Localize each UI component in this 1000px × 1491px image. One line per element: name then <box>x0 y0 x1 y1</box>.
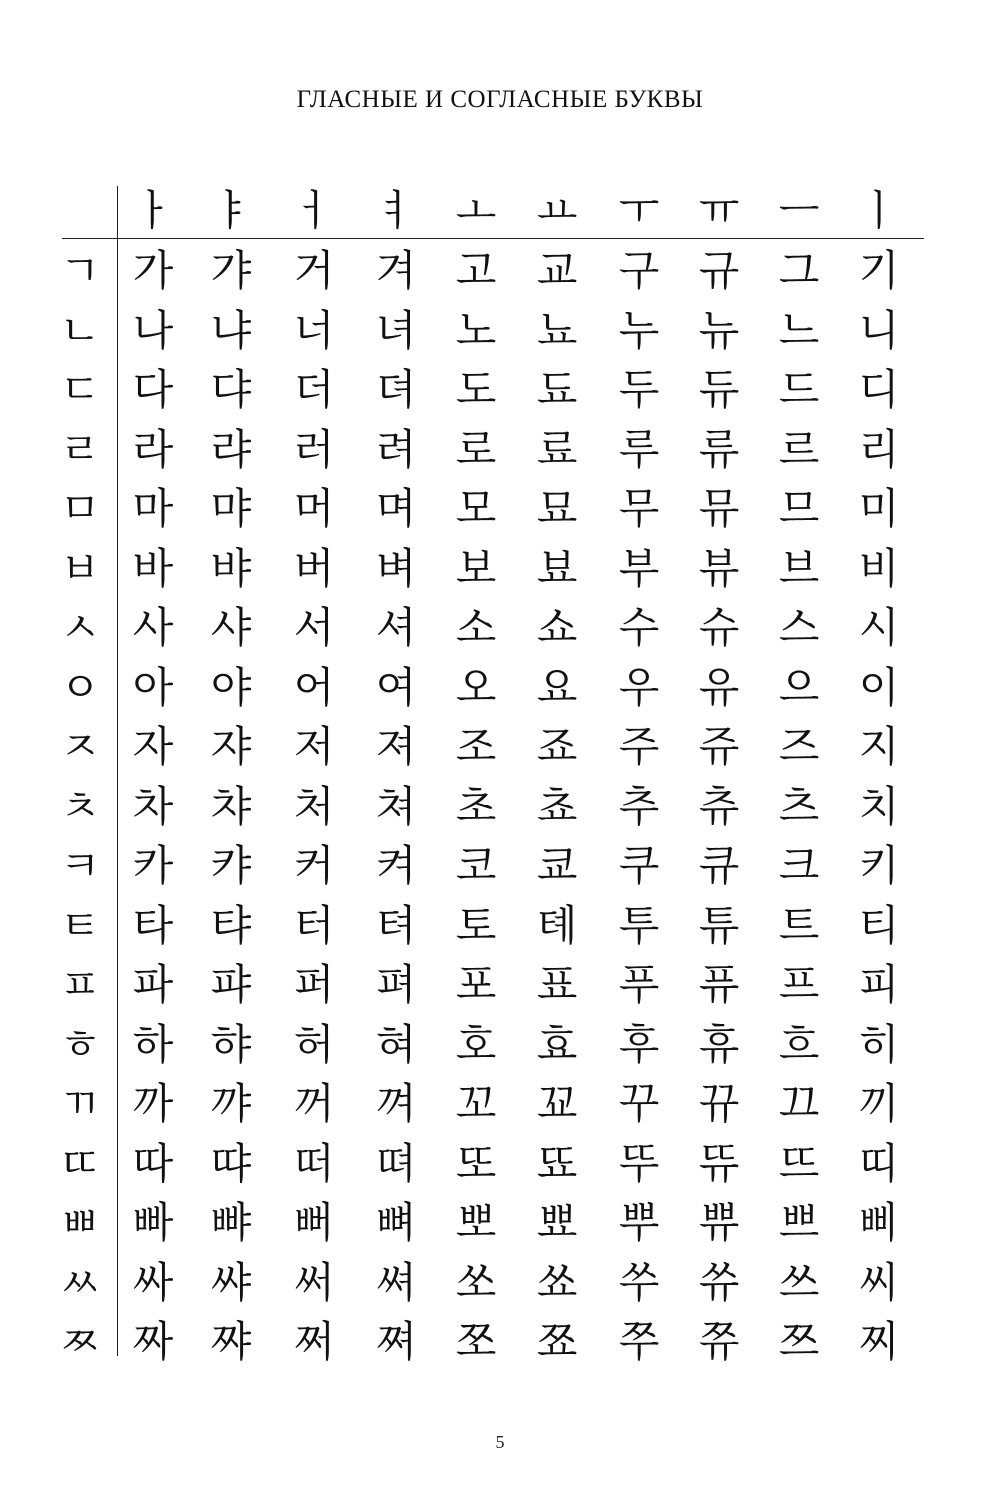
vowel-header: ㅑ <box>210 186 252 235</box>
page-title: ГЛАСНЫЕ И СОГЛАСНЫЕ БУКВЫ <box>296 86 704 113</box>
syllable-cell: 허 <box>293 1020 335 1069</box>
syllable-cell: 됴 <box>536 365 578 414</box>
syllable-cell: 싸 <box>132 1258 174 1307</box>
syllable-cell: 푸 <box>618 960 660 1009</box>
syllable-cell: 무 <box>618 484 660 533</box>
consonant-label: ㅆ <box>59 1258 101 1307</box>
syllable-cell: 루 <box>618 425 660 474</box>
syllable-cell: 또 <box>455 1139 497 1188</box>
syllable-cell: 으 <box>778 663 820 712</box>
syllable-cell: 로 <box>455 425 497 474</box>
syllable-cell: 뿌 <box>618 1198 660 1247</box>
syllable-cell: 요 <box>536 663 578 712</box>
syllable-cell: 므 <box>778 484 820 533</box>
syllable-cell: 뷰 <box>698 544 740 593</box>
syllable-cell: 떠 <box>293 1139 335 1188</box>
syllable-cell: 주 <box>618 722 660 771</box>
syllable-cell: 듀 <box>698 365 740 414</box>
syllable-cell: 쯔 <box>778 1317 820 1366</box>
syllable-cell: 키 <box>858 841 900 890</box>
syllable-cell: 브 <box>778 544 820 593</box>
syllable-cell: 쿄 <box>536 841 578 890</box>
syllable-cell: 뽀 <box>455 1198 497 1247</box>
syllable-cell: 크 <box>778 841 820 890</box>
syllable-cell: 녀 <box>375 306 417 355</box>
consonant-label: ㅈ <box>59 722 101 771</box>
syllable-cell: 쬬 <box>536 1317 578 1366</box>
vowel-header: ㅓ <box>293 186 335 235</box>
vowel-header: ㅡ <box>778 186 820 235</box>
syllable-cell: 쨔 <box>210 1317 252 1366</box>
syllable-cell: 쎠 <box>375 1258 417 1307</box>
syllable-cell: 마 <box>132 484 174 533</box>
syllable-cell: 히 <box>858 1020 900 1069</box>
syllable-cell: 찌 <box>858 1317 900 1366</box>
syllable-cell: 까 <box>132 1079 174 1128</box>
vowel-header: ㅜ <box>618 186 660 235</box>
syllable-cell: 더 <box>293 365 335 414</box>
syllable-cell: 노 <box>455 306 497 355</box>
syllable-cell: 땨 <box>210 1139 252 1188</box>
syllable-cell: 즈 <box>778 722 820 771</box>
syllable-cell: 퍄 <box>210 960 252 1009</box>
syllable-cell: 꺼 <box>293 1079 335 1128</box>
syllable-cell: 여 <box>375 663 417 712</box>
syllable-cell: 추 <box>618 782 660 831</box>
vowel-header: ㅏ <box>132 186 174 235</box>
syllable-cell: 료 <box>536 425 578 474</box>
syllable-cell: 흐 <box>778 1020 820 1069</box>
syllable-cell: 쮸 <box>698 1317 740 1366</box>
syllable-cell: 탸 <box>210 901 252 950</box>
consonant-label: ㅃ <box>59 1198 101 1247</box>
syllable-cell: 투 <box>618 901 660 950</box>
syllable-cell: 트 <box>778 901 820 950</box>
consonant-label: ㄴ <box>59 306 101 355</box>
horizontal-divider <box>62 238 924 239</box>
consonant-label: ㅍ <box>59 960 101 1009</box>
syllable-cell: 쿠 <box>618 841 660 890</box>
syllable-cell: 슈 <box>698 603 740 652</box>
syllable-cell: 텨 <box>375 901 417 950</box>
syllable-cell: 피 <box>858 960 900 1009</box>
consonant-label: ㅇ <box>59 663 101 712</box>
syllable-cell: 디 <box>858 365 900 414</box>
consonant-label: ㅁ <box>59 484 101 533</box>
syllable-cell: 뵤 <box>536 544 578 593</box>
syllable-cell: 쓰 <box>778 1258 820 1307</box>
syllable-cell: 그 <box>778 246 820 295</box>
syllable-cell: 쁘 <box>778 1198 820 1247</box>
syllable-cell: 저 <box>293 722 335 771</box>
syllable-cell: 스 <box>778 603 820 652</box>
syllable-cell: 오 <box>455 663 497 712</box>
consonant-label: ㅉ <box>59 1317 101 1366</box>
syllable-cell: 꼬 <box>455 1079 497 1128</box>
syllable-cell: 댜 <box>210 365 252 414</box>
syllable-cell: 누 <box>618 306 660 355</box>
syllable-cell: 냐 <box>210 306 252 355</box>
syllable-cell: 쑤 <box>618 1258 660 1307</box>
syllable-cell: 토 <box>455 901 497 950</box>
syllable-cell: 드 <box>778 365 820 414</box>
syllable-cell: 쟈 <box>210 722 252 771</box>
syllable-cell: 머 <box>293 484 335 533</box>
syllable-cell: 츄 <box>698 782 740 831</box>
syllable-cell: 버 <box>293 544 335 593</box>
syllable-cell: 치 <box>858 782 900 831</box>
syllable-cell: 샤 <box>210 603 252 652</box>
syllable-cell: 쥬 <box>698 722 740 771</box>
syllable-cell: 차 <box>132 782 174 831</box>
syllable-cell: 티 <box>858 901 900 950</box>
syllable-cell: 러 <box>293 425 335 474</box>
syllable-cell: 뚀 <box>536 1139 578 1188</box>
syllable-cell: 쏘 <box>455 1258 497 1307</box>
syllable-cell: 며 <box>375 484 417 533</box>
syllable-cell: 처 <box>293 782 335 831</box>
syllable-cell: 뻐 <box>293 1198 335 1247</box>
syllable-cell: 수 <box>618 603 660 652</box>
syllable-cell: 갸 <box>210 246 252 295</box>
syllable-cell: 캬 <box>210 841 252 890</box>
syllable-cell: 꾜 <box>536 1079 578 1128</box>
syllable-cell: 퓨 <box>698 960 740 1009</box>
syllable-cell: 겨 <box>375 246 417 295</box>
syllable-cell: 가 <box>132 246 174 295</box>
syllable-cell: 뎌 <box>375 365 417 414</box>
syllable-cell: 비 <box>858 544 900 593</box>
syllable-cell: 파 <box>132 960 174 1009</box>
syllable-cell: 뾰 <box>536 1198 578 1247</box>
syllable-cell: 지 <box>858 722 900 771</box>
vowel-header: ㅣ <box>858 186 900 235</box>
syllable-cell: 거 <box>293 246 335 295</box>
syllable-cell: 리 <box>858 425 900 474</box>
consonant-label: ㅌ <box>59 901 101 950</box>
syllable-cell: 큐 <box>698 841 740 890</box>
syllable-cell: 쇼 <box>536 603 578 652</box>
syllable-cell: 카 <box>132 841 174 890</box>
consonant-label: ㄷ <box>59 365 101 414</box>
syllable-cell: 쪄 <box>375 1317 417 1366</box>
syllable-cell: 혀 <box>375 1020 417 1069</box>
syllable-cell: 고 <box>455 246 497 295</box>
syllable-cell: 부 <box>618 544 660 593</box>
syllable-cell: 타 <box>132 901 174 950</box>
syllable-cell: 꾸 <box>618 1079 660 1128</box>
syllable-cell: 터 <box>293 901 335 950</box>
syllable-cell: 쳐 <box>375 782 417 831</box>
syllable-cell: 아 <box>132 663 174 712</box>
syllable-cell: 포 <box>455 960 497 1009</box>
syllable-cell: 다 <box>132 365 174 414</box>
syllable-cell: 쌰 <box>210 1258 252 1307</box>
vowel-header: ㅛ <box>536 186 578 235</box>
syllable-cell: 자 <box>132 722 174 771</box>
syllable-cell: 류 <box>698 425 740 474</box>
syllable-cell: 호 <box>455 1020 497 1069</box>
syllable-cell: 켜 <box>375 841 417 890</box>
syllable-cell: 뼈 <box>375 1198 417 1247</box>
syllable-cell: 꺄 <box>210 1079 252 1128</box>
syllable-cell: 뗘 <box>375 1139 417 1188</box>
syllable-cell: 끄 <box>778 1079 820 1128</box>
syllable-cell: 교 <box>536 246 578 295</box>
syllable-cell: 벼 <box>375 544 417 593</box>
syllable-cell: 이 <box>858 663 900 712</box>
syllable-cell: 야 <box>210 663 252 712</box>
consonant-label: ㅊ <box>59 782 101 831</box>
syllable-cell: 쭈 <box>618 1317 660 1366</box>
syllable-cell: 뮤 <box>698 484 740 533</box>
syllable-cell: 보 <box>455 544 497 593</box>
syllable-cell: 느 <box>778 306 820 355</box>
syllable-cell: 나 <box>132 306 174 355</box>
syllable-cell: 바 <box>132 544 174 593</box>
syllable-cell: 려 <box>375 425 417 474</box>
consonant-label: ㅅ <box>59 603 101 652</box>
syllable-cell: 효 <box>536 1020 578 1069</box>
syllable-cell: 껴 <box>375 1079 417 1128</box>
syllable-cell: 펴 <box>375 960 417 1009</box>
vowel-header: ㅗ <box>455 186 497 235</box>
consonant-label: ㅋ <box>59 841 101 890</box>
syllable-cell: 두 <box>618 365 660 414</box>
syllable-cell: 조 <box>455 722 497 771</box>
syllable-cell: 튜 <box>698 901 740 950</box>
syllable-cell: 기 <box>858 246 900 295</box>
page-number: 5 <box>495 1432 505 1452</box>
syllable-cell: 코 <box>455 841 497 890</box>
syllable-cell: 소 <box>455 603 497 652</box>
consonant-label: ㅂ <box>59 544 101 593</box>
syllable-cell: 퍼 <box>293 960 335 1009</box>
syllable-cell: 쀼 <box>698 1198 740 1247</box>
syllable-cell: 따 <box>132 1139 174 1188</box>
syllable-cell: 챠 <box>210 782 252 831</box>
syllable-cell: 사 <box>132 603 174 652</box>
syllable-cell: 씨 <box>858 1258 900 1307</box>
syllable-cell: 어 <box>293 663 335 712</box>
syllable-cell: 니 <box>858 306 900 355</box>
syllable-cell: 랴 <box>210 425 252 474</box>
syllable-cell: 햐 <box>210 1020 252 1069</box>
syllable-cell: 구 <box>618 246 660 295</box>
consonant-label: ㅎ <box>59 1020 101 1069</box>
vowel-header: ㅠ <box>698 186 740 235</box>
syllable-cell: 빠 <box>132 1198 174 1247</box>
syllable-cell: 쑈 <box>536 1258 578 1307</box>
consonant-label: ㄲ <box>59 1079 101 1128</box>
syllable-cell: 표 <box>536 960 578 1009</box>
syllable-cell: 초 <box>455 782 497 831</box>
syllable-cell: 쓔 <box>698 1258 740 1307</box>
consonant-label: ㄹ <box>59 425 101 474</box>
syllable-cell: 미 <box>858 484 900 533</box>
syllable-cell: 뺘 <box>210 1198 252 1247</box>
syllable-cell: 삐 <box>858 1198 900 1247</box>
syllable-cell: 츠 <box>778 782 820 831</box>
syllable-cell: 져 <box>375 722 417 771</box>
syllable-cell: 뇨 <box>536 306 578 355</box>
syllable-cell: 짜 <box>132 1317 174 1366</box>
syllable-cell: 시 <box>858 603 900 652</box>
syllable-cell: 써 <box>293 1258 335 1307</box>
syllable-cell: 뉴 <box>698 306 740 355</box>
syllable-cell: 셔 <box>375 603 417 652</box>
syllable-cell: 뀨 <box>698 1079 740 1128</box>
vowel-header: ㅕ <box>375 186 417 235</box>
consonant-label: ㄱ <box>59 246 101 295</box>
syllable-cell: 먀 <box>210 484 252 533</box>
syllable-cell: 톄 <box>536 901 578 950</box>
syllable-cell: 서 <box>293 603 335 652</box>
syllable-cell: 쩌 <box>293 1317 335 1366</box>
consonant-label: ㄸ <box>59 1139 101 1188</box>
syllable-cell: 규 <box>698 246 740 295</box>
syllable-cell: 쵸 <box>536 782 578 831</box>
syllable-cell: 커 <box>293 841 335 890</box>
syllable-cell: 모 <box>455 484 497 533</box>
syllable-cell: 묘 <box>536 484 578 533</box>
syllable-cell: 하 <box>132 1020 174 1069</box>
syllable-cell: 끼 <box>858 1079 900 1128</box>
syllable-cell: 쪼 <box>455 1317 497 1366</box>
syllable-cell: 유 <box>698 663 740 712</box>
syllable-cell: 뜨 <box>778 1139 820 1188</box>
syllable-cell: 너 <box>293 306 335 355</box>
syllable-cell: 후 <box>618 1020 660 1069</box>
syllable-cell: 죠 <box>536 722 578 771</box>
syllable-cell: 뱌 <box>210 544 252 593</box>
syllable-cell: 띠 <box>858 1139 900 1188</box>
syllable-cell: 라 <box>132 425 174 474</box>
syllable-cell: 우 <box>618 663 660 712</box>
syllable-cell: 뜌 <box>698 1139 740 1188</box>
syllable-cell: 도 <box>455 365 497 414</box>
syllable-cell: 휴 <box>698 1020 740 1069</box>
syllable-cell: 뚜 <box>618 1139 660 1188</box>
syllable-cell: 프 <box>778 960 820 1009</box>
syllable-cell: 르 <box>778 425 820 474</box>
